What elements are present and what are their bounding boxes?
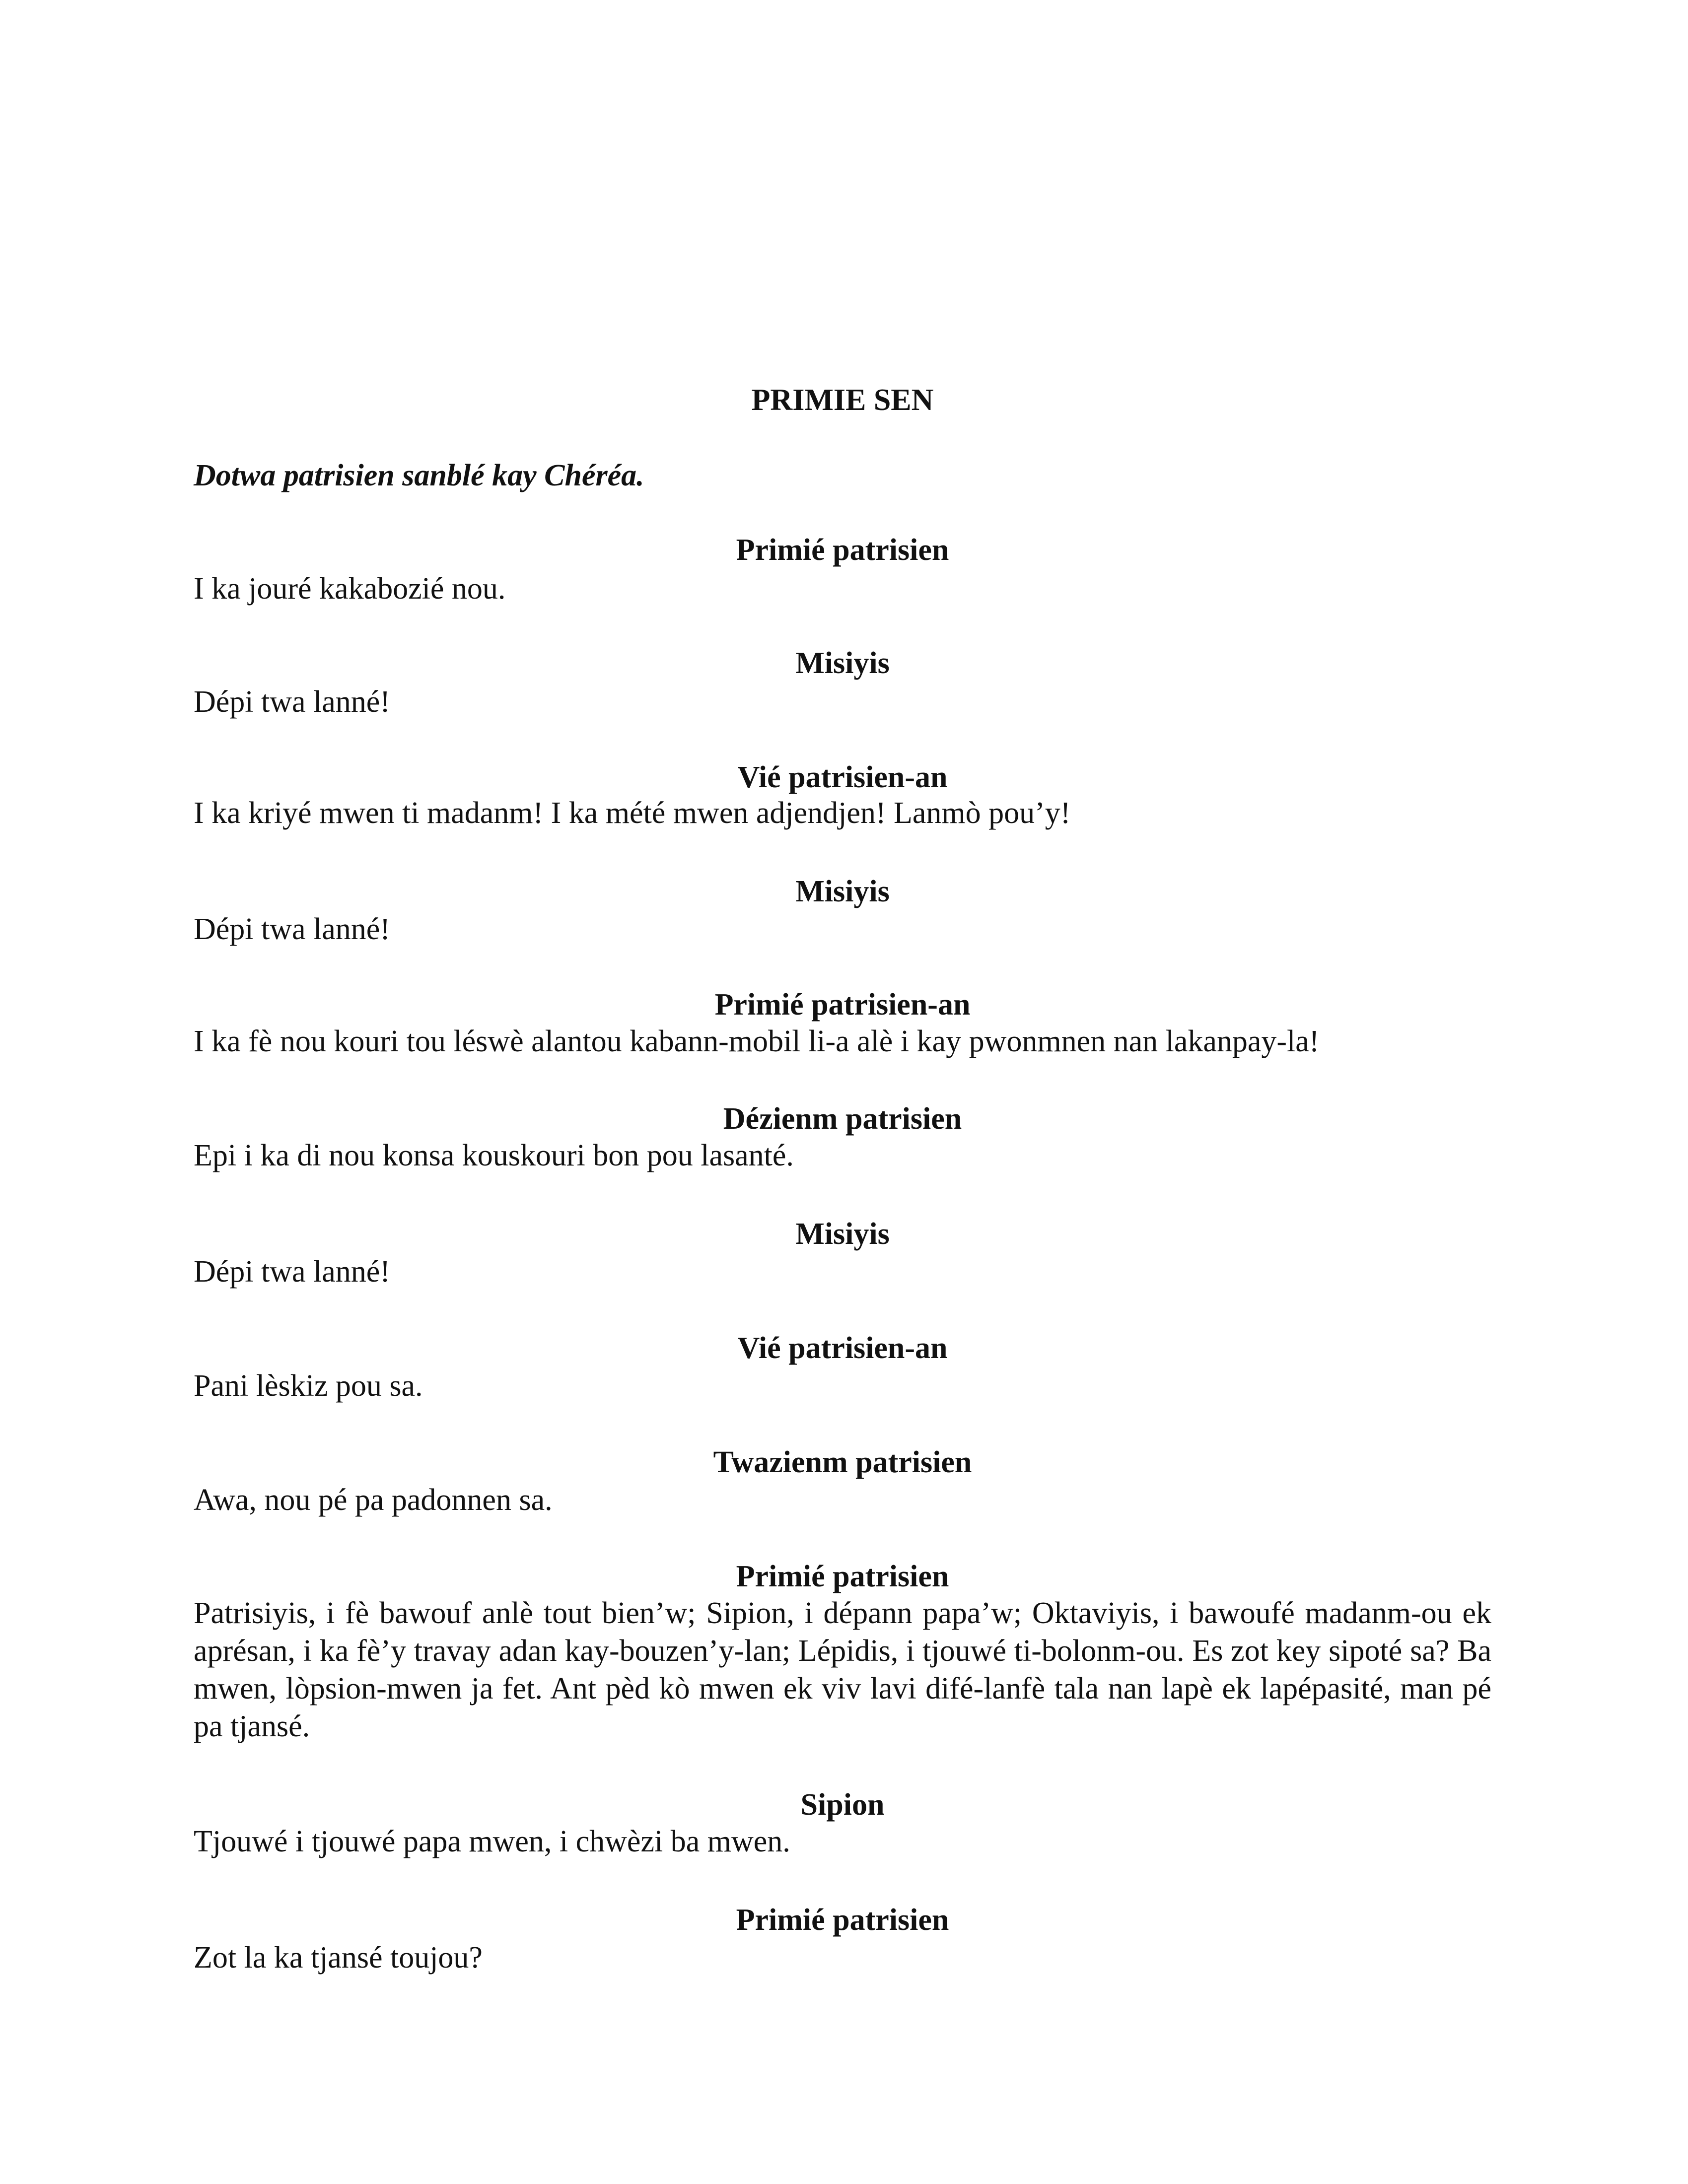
speaker-name: Misiyis (795, 646, 890, 680)
speaker-name: Sipion (800, 1788, 885, 1822)
scene-title: PRIMIE SEN (751, 383, 934, 417)
speaker-name: Primié patrisien (736, 1903, 949, 1937)
stage-direction: Dotwa patrisien sanblé kay Chéréa. (194, 459, 644, 492)
dialogue-line: Patrisiyis, i fè bawouf anlè tout bien’w; Sipion, i dépann papa’w; Oktaviyis, i bawoufé madanm-ou ek aprésan, i ka fè’y travay adan kay-bouzen’y-lan; Lépidis, i tjouwé ti-bolonm-ou. Es zot key sipoté sa? Ba mwen, lòpsion-mwen ja fet. Ant pèd kò mwen ek viv lavi difé-lanfè tala nan lapè ek lapépasité, man pé pa tjansé. (194, 1596, 1491, 1743)
dialogue-line: Dépi twa lanné! (194, 912, 390, 946)
speaker-name: Primié patrisien (736, 1560, 949, 1593)
speaker-name: Primié patrisien (736, 533, 949, 567)
speaker-name: Vié patrisien-an (737, 760, 948, 794)
speaker-name: Primié patrisien-an (714, 988, 971, 1022)
dialogue-line: Pani lèskiz pou sa. (194, 1369, 423, 1403)
dialogue-line: I ka kriyé mwen ti madanm! I ka mété mwen adjendjen! Lanmò pou’y! (194, 796, 1071, 830)
dialogue-line: I ka fè nou kouri tou léswè alantou kabann-mobil li-a alè i kay pwonmnen nan lakanpay-la! (194, 1024, 1320, 1058)
dialogue-line: Tjouwé i tjouwé papa mwen, i chwèzi ba mwen. (194, 1825, 790, 1858)
speaker-name: Twazienm patrisien (713, 1445, 972, 1479)
speaker-name: Misiyis (795, 875, 890, 908)
speaker-name: Vié patrisien-an (737, 1331, 948, 1365)
dialogue-line: Awa, nou pé pa padonnen sa. (194, 1483, 553, 1517)
dialogue-line: Dépi twa lanné! (194, 685, 390, 719)
speaker-name: Dézienm patrisien (723, 1102, 962, 1136)
dialogue-line: Zot la ka tjansé toujou? (194, 1941, 483, 1975)
dialogue-line: Epi i ka di nou konsa kouskouri bon pou lasanté. (194, 1139, 794, 1172)
dialogue-line: I ka jouré kakabozié nou. (194, 572, 506, 606)
dialogue-line: Dépi twa lanné! (194, 1255, 390, 1289)
speaker-name: Misiyis (795, 1217, 890, 1251)
